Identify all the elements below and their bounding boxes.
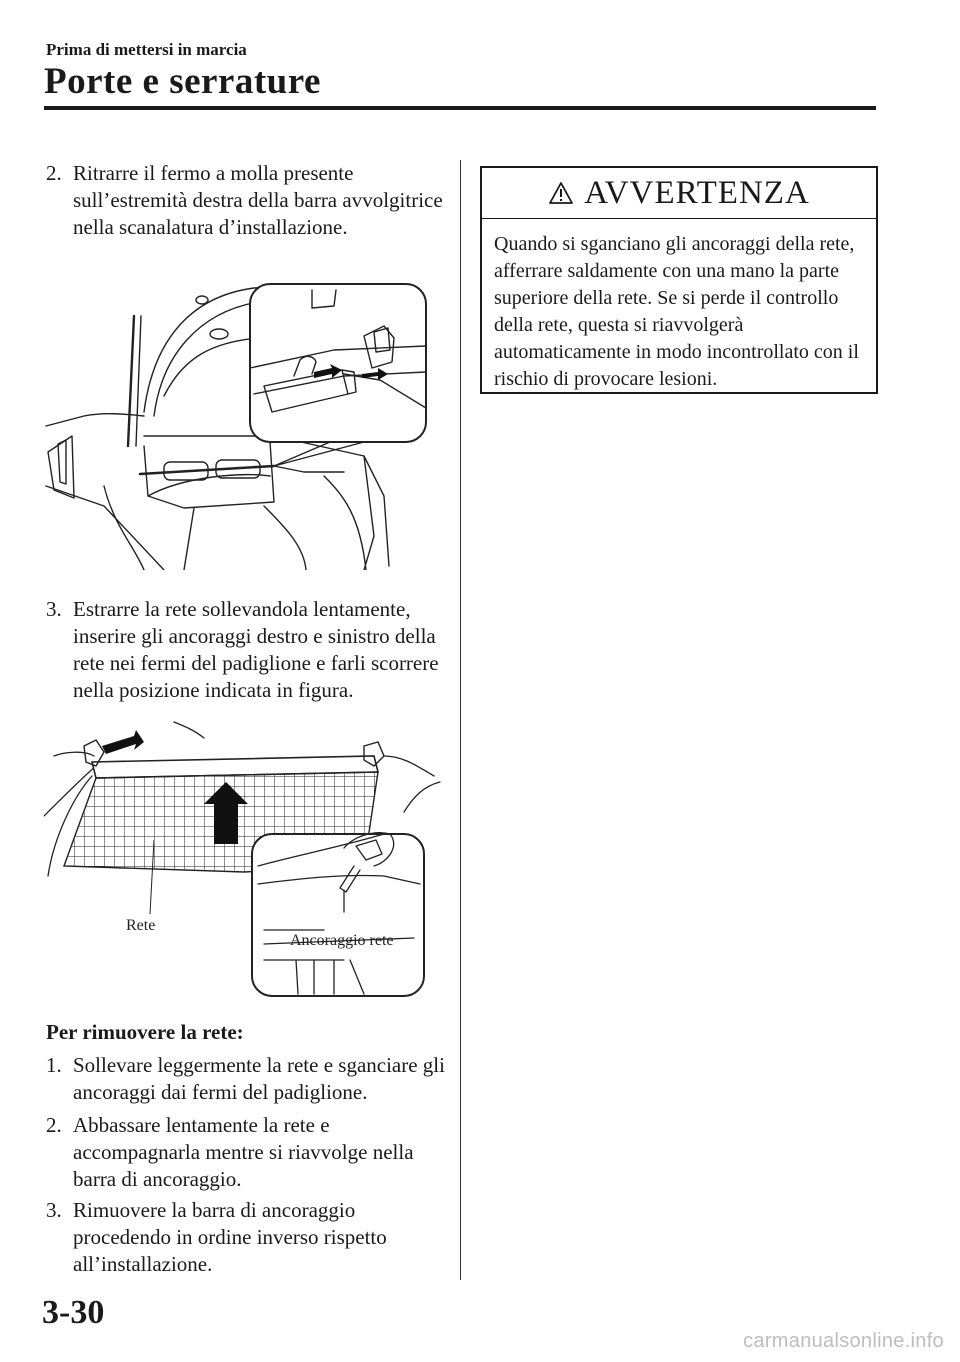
step-number: 1. xyxy=(46,1053,62,1077)
step-text: Ritrarre il fermo a molla presente sull’estremità destra della barra avvolgitrice nella scanalatura d’installazione. xyxy=(73,161,443,239)
step-number: 2. xyxy=(46,1113,62,1137)
step-number: 3. xyxy=(46,597,62,621)
warning-title: AVVERTENZA xyxy=(584,174,810,211)
page-title: Porte e serrature xyxy=(44,61,321,102)
removal-step-2 xyxy=(46,1112,446,1193)
section-label: Prima di mettersi in marcia xyxy=(46,40,247,59)
step-text: Estrarre la rete sollevandola lentamente, inserire gli ancoraggi destro e sinistro della rete nei fermi del padiglione e farli scorrere nella posizione indicata in figura. xyxy=(73,597,439,702)
warning-header xyxy=(482,168,876,219)
column-divider xyxy=(460,160,461,1280)
warning-text: Quando si sganciano gli ancoraggi della rete, afferrare saldamente con una mano la parte superiore della rete. Se si perde il controllo della rete, questa si riavvolgerà automaticamente in modo incontrollato con il rischio di provocare lesioni. xyxy=(494,233,859,390)
step-text: Rimuovere la barra di ancoraggio procedendo in ordine inverso rispetto all’installazione. xyxy=(73,1198,387,1276)
cargo-net-illustration xyxy=(44,716,444,1002)
install-step-3 xyxy=(46,596,446,704)
watermark: carmanualsonline.info xyxy=(743,1330,944,1352)
step-text: Abbassare lentamente la rete e accompagnarla mentre si riavvolge nella barra di ancoraggio. xyxy=(73,1113,414,1191)
install-step-2 xyxy=(46,160,446,241)
step-number: 2. xyxy=(46,161,62,185)
cargo-area-illustration xyxy=(44,276,434,570)
removal-step-3 xyxy=(46,1197,446,1278)
removal-heading: Per rimuovere la rete: xyxy=(46,1020,244,1044)
step-number: 3. xyxy=(46,1198,62,1222)
page-number: 3-30 xyxy=(42,1294,105,1331)
title-rule xyxy=(44,106,876,110)
net-label: Rete xyxy=(126,917,156,934)
warning-triangle-icon xyxy=(548,181,574,205)
step-text: Sollevare leggermente la rete e sganciare gli ancoraggi dai fermi del padiglione. xyxy=(73,1053,445,1104)
net-anchor-label: Ancoraggio rete xyxy=(290,932,394,949)
warning-box xyxy=(480,166,878,394)
removal-step-1 xyxy=(46,1052,446,1106)
